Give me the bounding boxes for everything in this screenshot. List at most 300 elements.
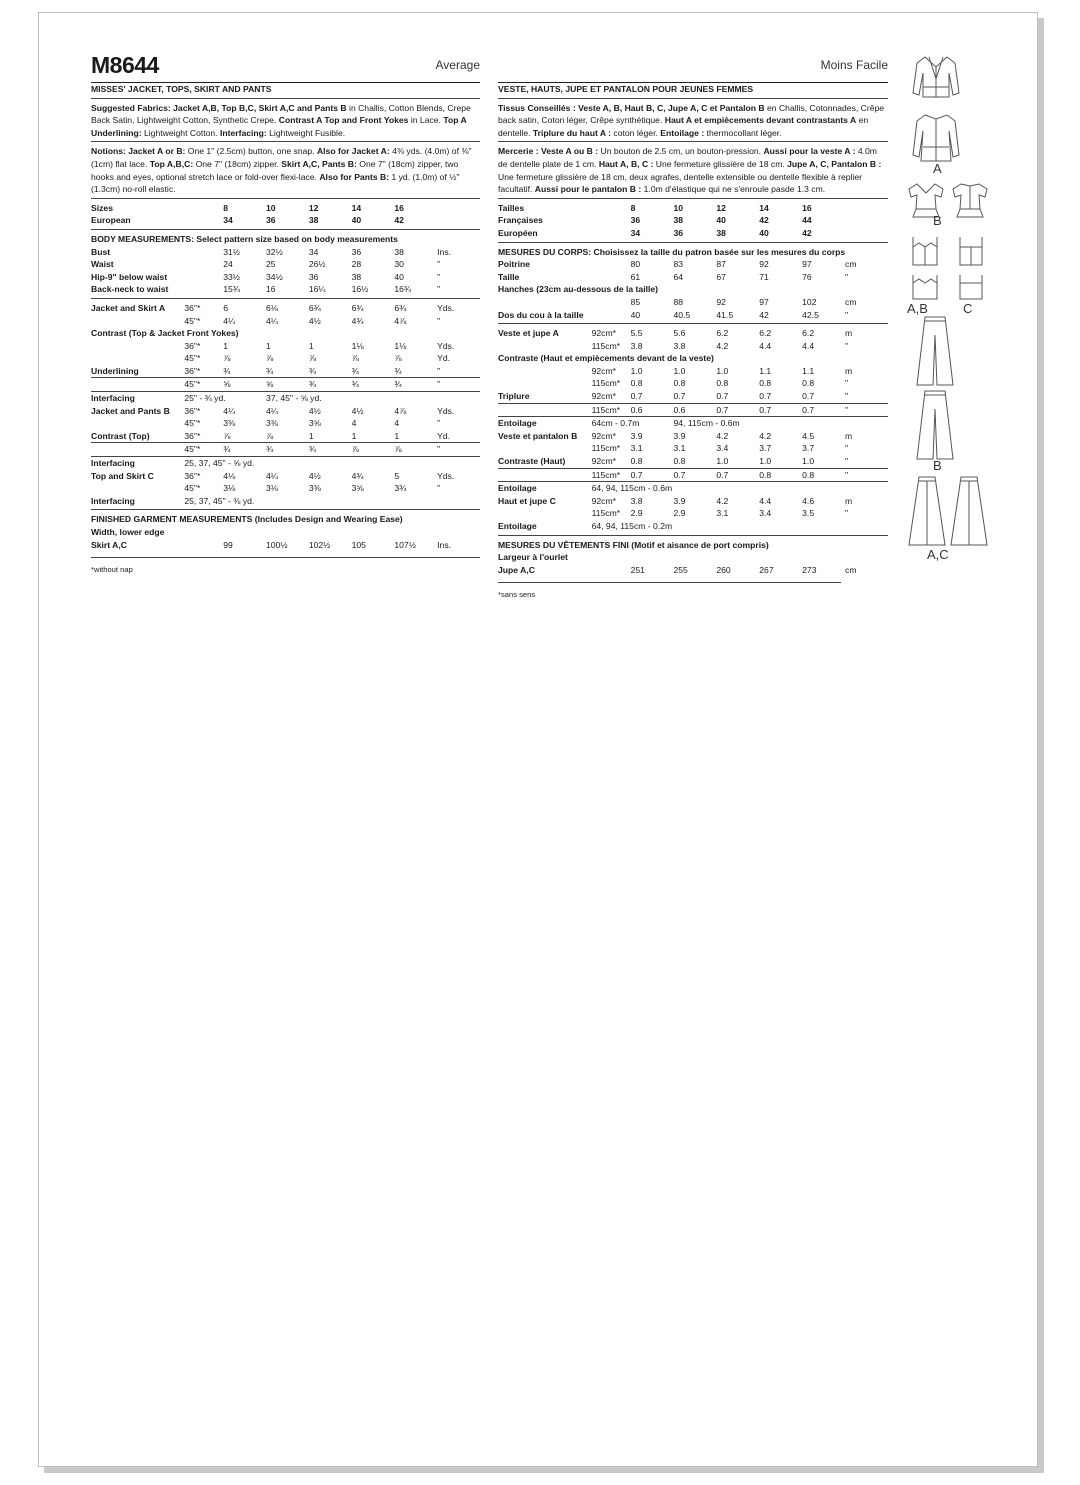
jacket-a-front-sketch (911, 53, 961, 111)
table-row (498, 507, 888, 520)
table-cell: " (437, 259, 441, 270)
table-cell: m (845, 365, 853, 376)
table-cell: 6.2 (716, 328, 729, 339)
table-cell: 36"* (184, 405, 201, 416)
table-cell: 4½ (308, 470, 321, 481)
row-label (498, 377, 592, 390)
table-cell: 4¼ (223, 405, 236, 416)
table-cell: " (437, 444, 441, 455)
table-cell: 0.8 (759, 469, 772, 480)
divider (498, 535, 888, 536)
table-cell: 16 (802, 202, 812, 213)
table-cell: ⅞ (394, 444, 402, 455)
table-cell: 64, 94, 115cm - 0.6m (591, 483, 673, 494)
table-cell: 15¾ (223, 284, 240, 295)
table-cell: 4.2 (716, 430, 729, 441)
row-label: Veste et pantalon B (498, 430, 578, 441)
table-cell: 0.8 (630, 378, 643, 389)
table-cell: 3.5 (802, 508, 815, 519)
bold-label: Top A Underlining: (91, 115, 467, 138)
table-cell: 0.8 (673, 378, 686, 389)
table-cell: 4⅛ (223, 470, 236, 481)
divider (91, 98, 480, 99)
table-cell: 92cm* (591, 365, 616, 376)
row-label: Contraste (Haut et empiècements devant de la veste) (498, 353, 714, 364)
divider (498, 98, 888, 99)
body-text: One 7" (18cm) zipper. (193, 158, 282, 169)
divider (91, 509, 480, 510)
table-cell: 85 (630, 296, 641, 307)
table-cell: 12 (716, 202, 726, 213)
table-cell: 94, 115cm - 0.6m (673, 418, 740, 429)
table-row (498, 417, 888, 430)
table-cell: 42 (759, 215, 769, 226)
table-cell: 45"* (184, 418, 201, 429)
body-measurements-table-fr (498, 258, 888, 321)
body-text: en dentelle. (498, 115, 869, 138)
table-cell: 4¾ (351, 470, 364, 481)
sizes-table-fr (498, 202, 888, 240)
table-row (498, 564, 888, 577)
pattern-title-fr: VESTE, HAUTS, JUPE ET PANTALON POUR JEUNES FEMMES (498, 84, 754, 94)
table-cell: 6¾ (351, 302, 364, 313)
sizes-table (91, 202, 480, 227)
pants-b-front-sketch (915, 315, 955, 389)
table-cell: 273 (802, 564, 817, 575)
table-cell: " (845, 443, 849, 454)
table-cell: 36"* (184, 470, 201, 481)
table-cell: 36 (351, 246, 362, 257)
skirt-ac-back-sketch (949, 475, 989, 549)
table-row (498, 482, 888, 495)
table-cell: 71 (759, 271, 769, 282)
table-cell: 14 (759, 202, 769, 213)
table-cell (437, 214, 480, 227)
table-cell: 30 (394, 259, 404, 270)
table-row (91, 246, 480, 259)
table-cell: 3.9 (673, 430, 686, 441)
table-cell: " (437, 365, 441, 376)
body-text: Un bouton de 2.5 cm, un bouton-pression. (598, 146, 764, 157)
table-cell: 4¼ (266, 315, 278, 326)
row-label: Back-neck to waist (91, 284, 169, 295)
row-label: Entoilage (498, 521, 537, 531)
table-cell: ⅞ (351, 444, 359, 455)
table-cell: 4 (394, 418, 400, 429)
table-cell: 5.6 (673, 328, 686, 339)
table-cell: 4⅞ (394, 315, 407, 326)
divider (498, 582, 841, 583)
divider (498, 323, 888, 324)
table-cell: 4.4 (759, 495, 772, 506)
row-label: Dos du cou à la taille (498, 309, 584, 320)
table-cell: 3.4 (716, 443, 729, 454)
table-cell: " (845, 391, 849, 402)
table-cell: 42 (394, 215, 404, 226)
table-cell: 38 (351, 271, 362, 282)
table-row (91, 202, 480, 215)
row-label (498, 340, 592, 353)
table-cell: 5.5 (630, 328, 643, 339)
divider (91, 557, 480, 558)
row-label: Jupe A,C (498, 564, 535, 575)
table-cell: 102 (802, 296, 817, 307)
divider (91, 141, 480, 142)
row-label (91, 352, 184, 365)
divider (91, 298, 480, 299)
row-label (498, 507, 592, 520)
pattern-title: MISSES' JACKET, TOPS, SKIRT AND PANTS (91, 84, 272, 94)
footnote: *without nap (91, 565, 133, 575)
table-cell: 1.0 (716, 456, 729, 467)
finished-measurements-table (91, 539, 480, 552)
table-cell: ⅞ (394, 353, 402, 364)
row-label: Interfacing (91, 393, 135, 404)
view-label-pants-b: B (933, 458, 942, 473)
table-cell: 0.7 (802, 391, 815, 402)
table-cell: 100½ (266, 539, 288, 550)
table-row (91, 327, 480, 340)
body-text: Une fermeture glissière de 18 cm, deux agrafes, dentelle extensible ou dentelle flexible à replier facultatif. (498, 171, 863, 195)
table-row (91, 430, 480, 443)
table-row (498, 468, 888, 482)
table-cell (845, 214, 888, 227)
table-cell: ¾ (223, 365, 231, 376)
row-label: Underlining (91, 365, 139, 376)
table-cell: " (437, 284, 441, 295)
table-cell: 42.5 (802, 309, 819, 320)
table-cell: m (845, 430, 853, 441)
table-row (498, 202, 888, 215)
table-cell: 4.2 (716, 495, 729, 506)
notions (91, 145, 480, 195)
table-cell: 3⅝ (308, 418, 321, 429)
table-cell: 267 (759, 564, 774, 575)
table-row (498, 377, 888, 390)
table-cell: 3¾ (394, 483, 407, 494)
table-cell: 3⅜ (308, 483, 321, 494)
table-cell: 25 (266, 259, 276, 270)
table-cell: 0.8 (673, 456, 686, 467)
table-cell: 0.8 (759, 378, 772, 389)
table-cell: 1 (223, 340, 229, 351)
table-row (91, 283, 480, 296)
table-cell: 260 (716, 564, 731, 575)
table-cell: cm (845, 564, 857, 575)
table-row (498, 283, 888, 296)
table-cell: 4.4 (802, 340, 815, 351)
table-cell: 8 (223, 202, 229, 213)
french-column (498, 53, 888, 602)
table-cell: 34½ (266, 271, 283, 282)
table-cell: ¾ (266, 444, 274, 455)
table-cell: 92 (759, 259, 769, 270)
table-cell: 45"* (184, 379, 201, 390)
table-cell: ¾ (308, 379, 316, 390)
table-cell: 8 (630, 202, 636, 213)
table-row (498, 214, 888, 227)
table-cell: 28 (351, 259, 362, 270)
table-cell: 12 (308, 202, 319, 213)
notions-fr (498, 145, 888, 195)
table-cell: 0.7 (759, 391, 772, 402)
row-label (91, 482, 184, 495)
table-cell: 1 (266, 340, 271, 351)
row-label (91, 443, 184, 457)
table-cell: 0.7 (673, 391, 686, 402)
table-cell: " (437, 418, 441, 429)
table-cell: 0.8 (802, 378, 815, 389)
table-cell: 3.7 (759, 443, 772, 454)
table-cell: 4.2 (716, 340, 729, 351)
difficulty-level: Average (435, 58, 480, 72)
table-cell: 24 (223, 259, 233, 270)
table-cell: 0.7 (716, 391, 729, 402)
skirt-ac-front-sketch (907, 475, 947, 549)
table-cell: m (845, 495, 853, 506)
table-cell (437, 202, 480, 215)
bold-label: Mercerie : Veste A ou B : (498, 146, 599, 157)
table-cell: 25, 37, 45" - ⅝ yd. (184, 458, 255, 469)
table-row (91, 352, 480, 365)
table-cell: 0.7 (673, 469, 686, 480)
table-cell: 4 (351, 418, 357, 429)
table-cell: 251 (630, 564, 645, 575)
table-cell: ¾ (394, 365, 402, 376)
row-label: Entoilage (498, 418, 537, 429)
table-cell: 3.4 (759, 508, 772, 519)
table-cell: 92cm* (591, 430, 616, 441)
table-cell: 10 (266, 202, 276, 213)
table-cell: cm (845, 259, 857, 270)
row-label: Contraste (Haut) (498, 456, 566, 467)
table-cell: 5 (394, 470, 400, 481)
row-label: Jacket and Skirt A (91, 302, 166, 313)
instruction-sheet (38, 12, 1038, 1467)
table-cell: ⅞ (223, 430, 231, 441)
table-cell: 4½ (308, 405, 321, 416)
table-cell: 3.9 (673, 495, 686, 506)
pants-b-back-sketch (915, 389, 955, 463)
table-cell: cm (845, 296, 857, 307)
table-cell: Yd. (437, 353, 451, 364)
bold-label: Interfacing: (219, 127, 267, 138)
table-cell: 32½ (266, 246, 283, 257)
table-cell: 26½ (308, 259, 326, 270)
body-text: in Lace. (408, 115, 444, 126)
table-row (91, 495, 480, 508)
table-cell: 0.7 (716, 469, 729, 480)
table-cell: 61 (630, 271, 641, 282)
table-cell: 4¾ (351, 315, 364, 326)
table-row (498, 327, 888, 340)
table-cell: 33½ (223, 271, 240, 282)
table-cell: 0.7 (630, 469, 643, 480)
table-cell: 41.5 (716, 309, 734, 320)
row-label: Sizes (91, 202, 113, 213)
view-label-ab: A,B (907, 301, 928, 316)
table-cell: 3⅜ (223, 418, 236, 429)
table-cell: 4.5 (802, 430, 815, 441)
table-cell: 6¾ (394, 302, 407, 313)
difficulty-level-fr: Moins Facile (820, 58, 888, 72)
table-cell (845, 202, 888, 215)
table-cell: 40 (759, 227, 769, 238)
table-cell: Yds. (437, 302, 455, 313)
table-cell: 45"* (184, 353, 201, 364)
table-cell: 3.8 (630, 340, 643, 351)
table-cell: 36"* (184, 302, 201, 313)
table-cell: 64 (673, 271, 684, 282)
bold-label: Skirt A,C, Pants B: (281, 158, 357, 169)
table-cell: Yd. (437, 430, 451, 441)
table-cell: 37, 45" - ⅝ yd. (266, 393, 322, 404)
table-cell: 3.8 (673, 340, 686, 351)
table-cell: ⅞ (266, 353, 274, 364)
view-label-a: A (933, 161, 942, 176)
table-cell: 0.8 (716, 378, 729, 389)
table-cell: 3.1 (630, 443, 643, 454)
table-cell: 40 (394, 271, 404, 282)
table-cell: " (845, 404, 849, 415)
table-cell: 115cm* (591, 443, 621, 454)
table-row (498, 271, 888, 284)
table-cell: 92 (716, 296, 726, 307)
table-cell: 16¼ (308, 284, 326, 295)
table-cell: 34 (308, 246, 319, 257)
body-text: One 1" (2.5cm) button, one snap. (185, 146, 317, 157)
table-cell: 1⅛ (351, 340, 364, 351)
table-row (91, 539, 480, 552)
table-cell: 80 (630, 259, 641, 270)
table-cell: 16 (266, 284, 276, 295)
table-cell: Ins. (437, 539, 452, 550)
table-cell: 34 (223, 215, 233, 226)
table-cell: 83 (673, 259, 684, 270)
table-cell: 10 (673, 202, 684, 213)
body-text: Une fermeture glissière de 18 cm. (653, 158, 788, 169)
table-row (91, 365, 480, 378)
table-cell: 115cm* (591, 508, 621, 519)
table-row (498, 520, 888, 533)
body-text: One 7" (18cm) zipper, two hooks and eyes, optional stretch lace or fold-over flexi-lace. (91, 158, 459, 182)
row-label: Contrast (Top & Jacket Front Yokes) (91, 328, 239, 339)
table-cell: 76 (802, 271, 812, 282)
view-label-b: B (933, 213, 942, 228)
divider (91, 229, 480, 230)
table-row (498, 442, 888, 455)
table-cell: 1 (394, 430, 400, 441)
table-cell: 45"* (184, 315, 201, 326)
table-cell: " (437, 483, 441, 494)
table-row (91, 302, 480, 315)
row-label: Skirt A,C (91, 539, 127, 550)
bold-label: Aussi pour le pantalon B : (534, 184, 642, 195)
table-cell: 0.7 (630, 391, 643, 402)
finished-measurements-title: FINISHED GARMENT MEASUREMENTS (Includes Design and Wearing Ease) (91, 514, 403, 525)
table-cell: 34 (630, 227, 641, 238)
table-cell: 4⅞ (394, 405, 407, 416)
body-text: 4⅜ yds. (4.0m) of ⅜" (1cm) flat lace. (91, 146, 472, 169)
table-cell: 6.2 (802, 328, 815, 339)
row-label: Taille (498, 271, 520, 282)
table-cell: Yds. (437, 340, 455, 351)
bold-label: Also for Pants B: (319, 171, 390, 182)
table-cell: " (437, 271, 441, 282)
table-cell: ¾ (394, 379, 402, 390)
bold-label: Aussi pour la veste A : (763, 146, 856, 157)
table-cell: 36 (308, 271, 319, 282)
table-cell: 3.7 (802, 443, 815, 454)
view-label-c: C (963, 301, 973, 316)
table-cell: 1 (351, 430, 357, 441)
table-cell: 38 (308, 215, 319, 226)
pattern-number: M8644 (91, 52, 159, 78)
table-row (498, 227, 888, 240)
table-cell: 14 (351, 202, 362, 213)
body-text: 4.0m de dentelle plate de 1 cm. (498, 146, 877, 169)
bold-label: Jupe A, C, Pantalon B : (787, 158, 882, 169)
divider (498, 242, 888, 243)
table-cell: 92cm* (591, 328, 616, 339)
table-cell: ¾ (351, 379, 359, 390)
table-cell: 0.6 (630, 404, 643, 415)
table-cell: 1.0 (673, 365, 686, 376)
table-cell: 64cm - 0.7m (591, 418, 640, 429)
table-cell: 0.8 (630, 456, 643, 467)
english-column (91, 53, 480, 577)
top-ab-sketch (907, 233, 943, 303)
table-cell: 4¼ (266, 405, 278, 416)
table-cell: ¾ (308, 365, 316, 376)
table-cell: 36 (266, 215, 276, 226)
table-cell: 45"* (184, 483, 201, 494)
table-row (91, 443, 480, 457)
table-cell: 36"* (184, 365, 201, 376)
table-cell: 2.9 (630, 508, 643, 519)
row-label: Hip-9" below waist (91, 271, 168, 282)
row-label (498, 403, 592, 417)
divider (498, 141, 888, 142)
table-row (91, 315, 480, 328)
table-cell: 0.7 (759, 404, 772, 415)
body-text: 1 yd. (1.0m) of ½" (1.3cm) no-roll elastic. (91, 171, 460, 195)
row-label: European (91, 215, 131, 226)
body-measurements-title-fr: MESURES DU CORPS: Choisissez la taille du patron basée sur les mesures du corps (498, 246, 846, 257)
body-text: en Challis, Cotonnades, Crêpe back satin, Coton léger, Crêpe synthétique. (498, 102, 885, 126)
table-cell: 1 (308, 430, 314, 441)
table-cell (845, 227, 888, 240)
table-cell: " (437, 315, 441, 326)
table-cell: 92cm* (591, 495, 616, 506)
table-cell: 36"* (184, 430, 201, 441)
row-label (91, 378, 184, 392)
table-cell: 6 (223, 302, 229, 313)
table-cell: " (437, 379, 441, 390)
table-cell: 4.6 (802, 495, 815, 506)
table-cell: ⅝ (223, 379, 231, 390)
table-cell: 87 (716, 259, 726, 270)
table-cell: " (845, 340, 849, 351)
table-row (498, 340, 888, 353)
table-cell: " (845, 508, 849, 519)
body-text: 1.0m d'élastique qui ne s'enroule pasde 1.3 cm. (641, 184, 826, 195)
finished-measurements-title-fr: MESURES DU VÊTEMENTS FINI (Motif et aisance de port compris) (498, 539, 769, 550)
bold-label: Haut A, B, C : (598, 158, 654, 169)
table-row (91, 417, 480, 430)
finished-measurements-table-fr (498, 564, 888, 577)
table-row (91, 214, 480, 227)
